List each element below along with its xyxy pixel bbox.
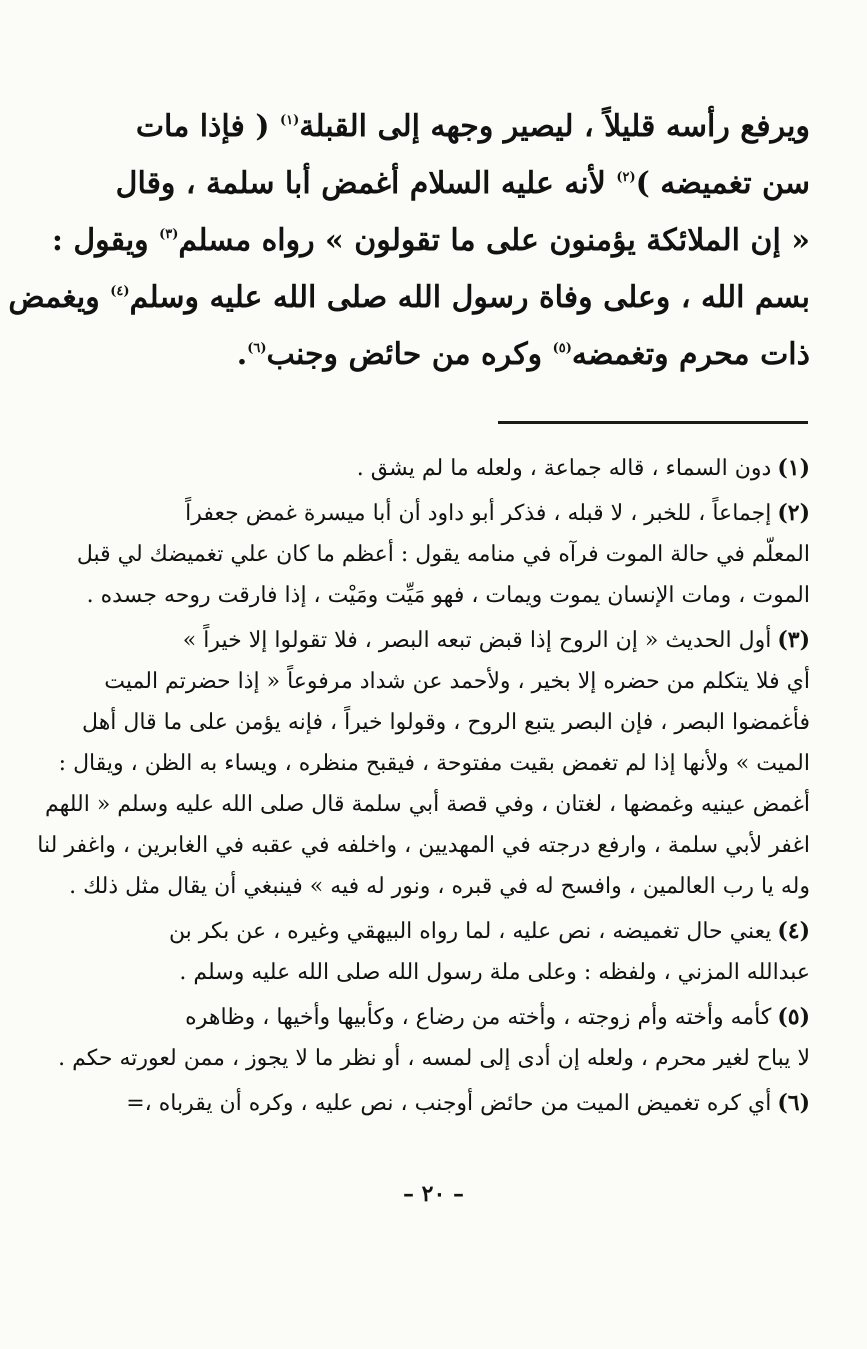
main-line: سن تغميضه )$^{(٢)}$ لأنه عليه السلام أغمض أبا سلمة ، وقال (115, 166, 810, 201)
footnote-number: (١) (777, 455, 810, 481)
footnote-line: وله يا رب العالمين ، وافسح له في قبره ، ونور له فيه » فينبغي أن يقال مثل ذلك . (69, 874, 810, 899)
footnote-marker: (٤) (110, 284, 130, 299)
footnote-line: (١)دون السماء ، قاله جماعة ، ولعله ما لم يشق . (356, 455, 810, 481)
footnote-line: (٥)كأمه وأخته وأم زوجته ، وأخته من رضاع ، وكأبيها وأخيها ، وظاهره (185, 1004, 810, 1030)
footnotes (37, 448, 810, 1128)
main-line: « إن الملائكة يؤمنون على ما تقولون » رواه مسلم$^{(٣)}$ ويقول : (51, 223, 810, 258)
footnote-line: (٤)يعني حال تغميضه ، نص عليه ، لما رواه البيهقي وغيره ، عن بكر بن (168, 918, 810, 944)
main-text (8, 98, 810, 383)
main-line: ويرفع رأسه قليلاً ، ليصير وجهه إلى القبلة$^{(١)}$ ( فإذا مات (135, 109, 810, 144)
footnote (72, 911, 810, 993)
footnote (58, 997, 810, 1079)
footnote-line: الميت » ولأنها إذا لم تغمض بقيت مفتوحة ، فيقبح منظره ، ويساء به الظن ، ويقال : (58, 751, 810, 776)
footnote-line: الموت ، ومات الإنسان يموت ويمات ، فهو مَيِّت ومَيْت ، إذا فارقت روحه جسده . (86, 583, 810, 608)
main-line: ذات محرم وتغمضه$^{(٥)}$ وكره من حائض وجنب$^{(٦)}$. (236, 337, 810, 372)
page-number: – ٢٠ – (403, 1181, 464, 1207)
footnote (72, 1083, 810, 1124)
footnote-number: (٤) (777, 918, 810, 944)
footnote-marker: (١) (279, 113, 300, 128)
footnote-line: اغفر لأبي سلمة ، وارفع درجته في المهديين ، واخلفه في عقبه في الغابرين ، واغفر لنا (37, 833, 810, 858)
footnote-marker: (٣) (159, 227, 179, 242)
footnote-line: عبدالله المزني ، ولفظه : وعلى ملة رسول الله صلى الله عليه وسلم . (179, 960, 810, 985)
footnote-line: (٣)أول الحديث « إن الروح إذا قبض تبعه البصر ، فلا تقولوا إلا خيراً » (182, 627, 810, 653)
footnote (72, 493, 810, 616)
footnote-line: فأغمضوا البصر ، فإن البصر يتبع الروح ، وقولوا خيراً ، فإنه يؤمن على ما قال أهل (82, 710, 810, 735)
footnote (72, 448, 810, 489)
footnote-marker: (٦) (247, 341, 267, 356)
footnote-number: (٥) (777, 1004, 810, 1030)
footnote-number: (٦) (777, 1090, 810, 1116)
main-line: بسم الله ، وعلى وفاة رسول الله صلى الله عليه وسلم$^{(٤)}$ ويغمض (8, 280, 810, 315)
footnote-marker: (٢) (616, 170, 636, 185)
footnote-number: (٣) (777, 627, 810, 653)
footnote-line: لا يباح لغير محرم ، ولعله إن أدى إلى لمسه ، أو نظر ما لا يجوز ، ممن لعورته حكم . (58, 1046, 810, 1071)
footnote-number: (٢) (777, 500, 810, 526)
footnote-marker: (٥) (552, 341, 572, 356)
footnote-divider (498, 421, 808, 424)
footnote-line: المعلّم في حالة الموت فرآه في منامه يقول : أعظم ما كان علي تغميضك لي قبل (76, 542, 810, 567)
footnote-line: (٢)إجماعاً ، للخبر ، لا قبله ، فذكر أبو داود أن أبا ميسرة غمض جعفراً (185, 500, 810, 526)
footnote-line: أغمض عينيه وغمضها ، لغتان ، وفي قصة أبي سلمة قال صلى الله عليه وسلم « اللهم (44, 792, 810, 817)
footnote-line: أي فلا يتكلم من حضره إلا بخير ، ولأحمد عن شداد مرفوعاً « إذا حضرتم الميت (104, 669, 810, 694)
footnote-line: (٦)أي كره تغميض الميت من حائض أوجنب ، نص عليه ، وكره أن يقرباه ،= (126, 1090, 810, 1116)
footnote (37, 620, 810, 907)
